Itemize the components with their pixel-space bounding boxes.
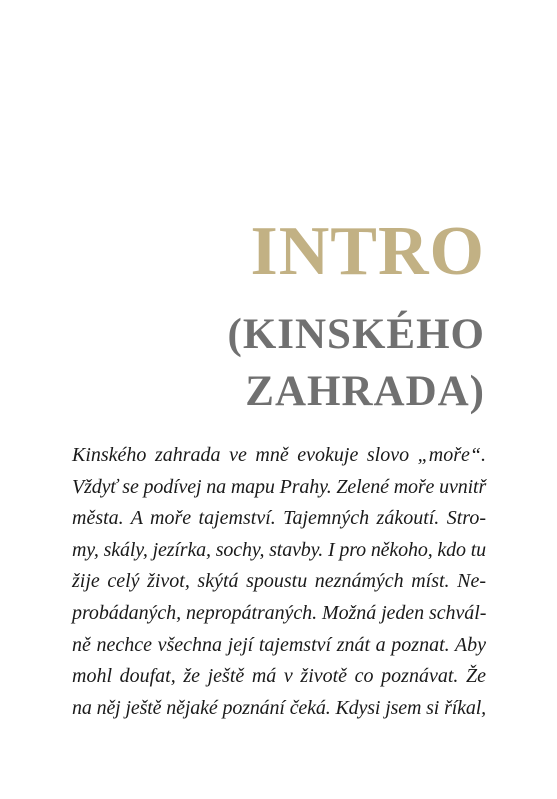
text-line: Kinského zahrada ve mně evokuje slovo „moře“. xyxy=(72,444,486,466)
chapter-subtitle xyxy=(228,306,486,420)
text-line: my, skály, jezírka, sochy, stavby. I pro někoho, kdo tu xyxy=(72,538,486,561)
body-paragraph xyxy=(72,440,486,724)
text-line: na něj ještě nějaké poznání čeká. Kdysi jsem si říkal, xyxy=(72,696,486,719)
text-line: Vždyť se podívej na mapu Prahy. Zelené moře uvnitř xyxy=(72,475,487,498)
text-line: žije celý život, skýtá spoustu neznámých míst. Ne- xyxy=(72,570,486,593)
subtitle-line: ZAHRADA) xyxy=(245,368,485,415)
chapter-heading xyxy=(228,210,486,420)
text-line: ně nechce všechna její tajemství znát a poznat. Aby xyxy=(72,633,486,656)
text-line: města. A moře tajemství. Tajemných zákoutí. Stro- xyxy=(72,507,486,530)
text-line: mohl doufat, že ještě má v životě co poznávat. Že xyxy=(72,665,486,688)
subtitle-line: (KINSKÉHO xyxy=(227,311,485,358)
chapter-title: INTRO xyxy=(250,213,485,290)
text-line: probádaných, nepropátraných. Možná jeden schvál- xyxy=(72,601,487,624)
